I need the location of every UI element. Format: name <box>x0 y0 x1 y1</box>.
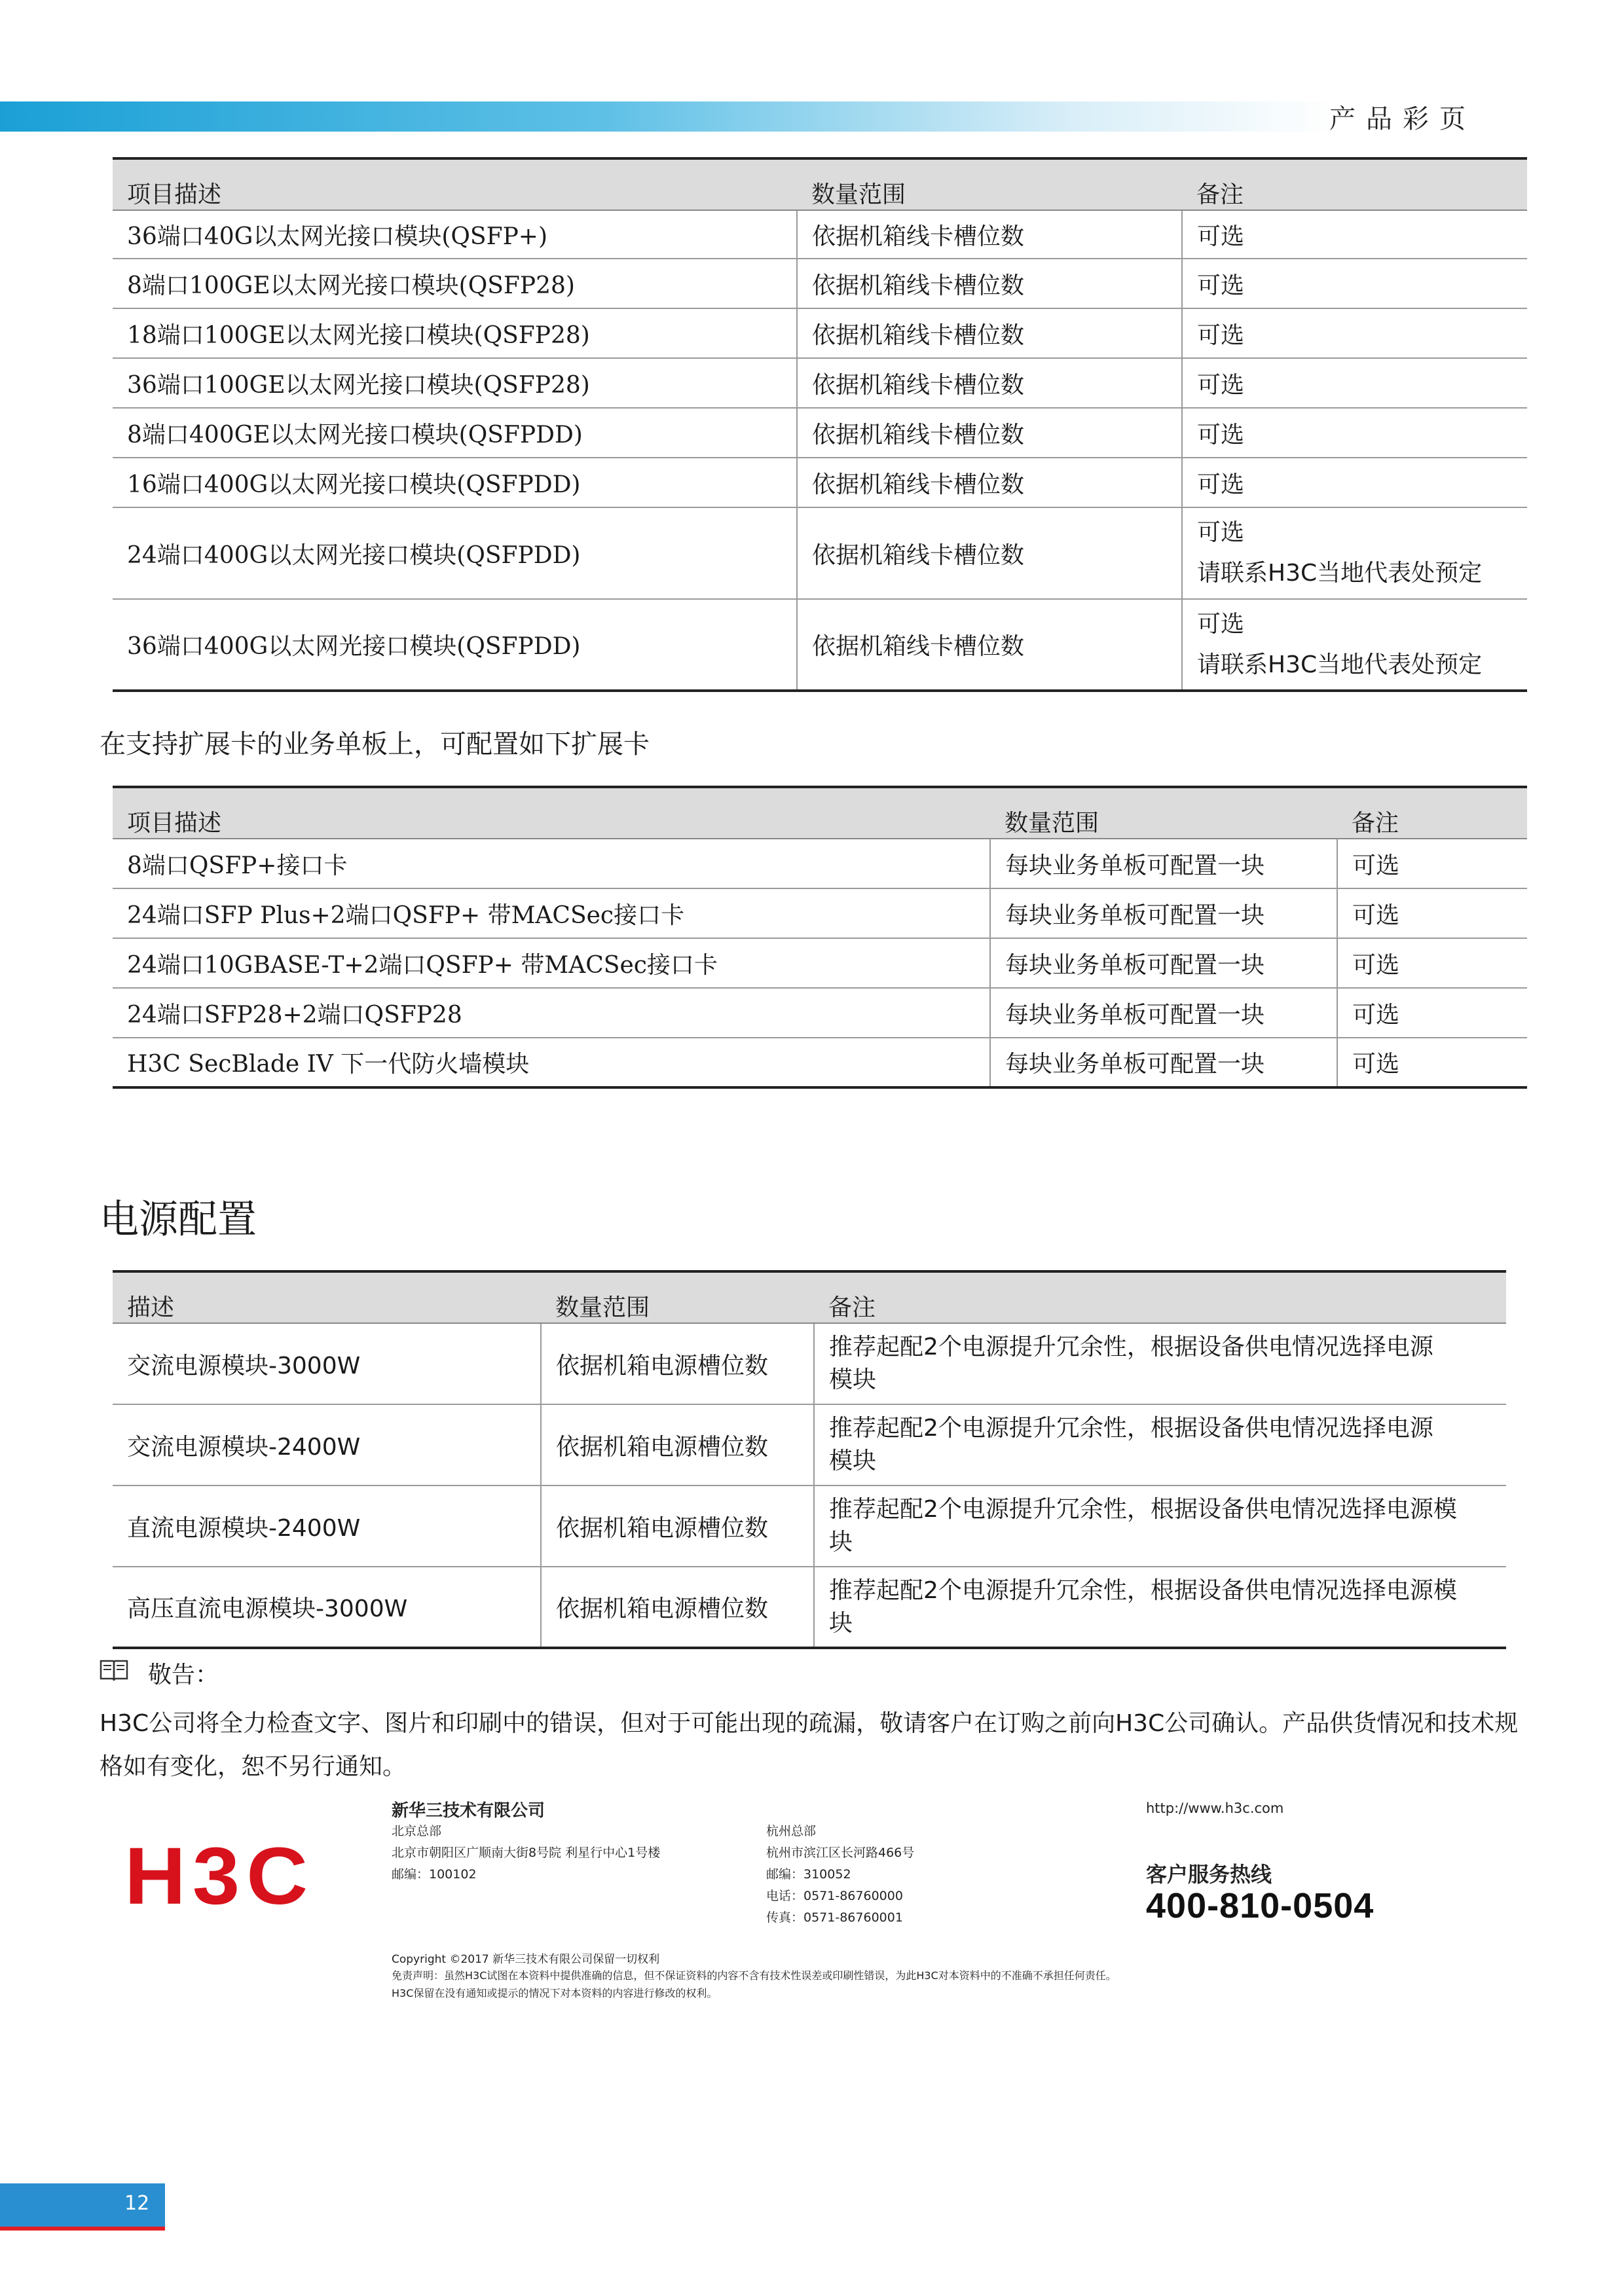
cell-note: 可选 <box>1337 1038 1527 1087</box>
table-header: 项目描述 <box>113 787 990 839</box>
cell-desc: 24端口10GBASE-T+2端口QSFP+ 带MACSec接口卡 <box>113 938 990 988</box>
table-row <box>113 839 1527 888</box>
table-row <box>113 1485 1506 1567</box>
note-line: 可选 <box>1197 519 1245 546</box>
table-row <box>113 888 1527 938</box>
cell-qty: 依据机箱线卡槽位数 <box>797 308 1182 358</box>
doc-label: 产品彩页 <box>1329 104 1476 134</box>
table-header-row <box>113 158 1527 210</box>
cell-desc: 8端口400GE以太网光接口模块(QSFPDD) <box>113 408 797 458</box>
table-header: 数量范围 <box>541 1271 814 1323</box>
cell-desc: 24端口SFP Plus+2端口QSFP+ 带MACSec接口卡 <box>113 888 990 938</box>
table-row <box>113 308 1527 358</box>
table-row <box>113 408 1527 458</box>
cell-desc: H3C SecBlade IV 下一代防火墙模块 <box>113 1038 990 1087</box>
table-header: 数量范围 <box>990 787 1337 839</box>
hotline-number: 400-810-0504 <box>1146 1886 1375 1925</box>
cell-qty: 依据机箱线卡槽位数 <box>797 210 1182 259</box>
table-row <box>113 988 1527 1038</box>
cell-note <box>814 1404 1506 1485</box>
cell-note: 可选 <box>1337 988 1527 1038</box>
table-header: 项目描述 <box>113 158 797 210</box>
expansion-subtitle: 在支持扩展卡的业务单板上，可配置如下扩展卡 <box>100 729 650 759</box>
copyright: Copyright ©2017 新华三技术有限公司保留一切权利 <box>392 1953 660 1966</box>
module-table <box>113 157 1527 692</box>
cell-note <box>1182 507 1527 599</box>
h3c-logo: H3C <box>124 1830 315 1922</box>
note-line: 可选 <box>1197 610 1245 638</box>
company-name: 新华三技术有限公司 <box>392 1801 545 1821</box>
cell-note: 可选 <box>1182 358 1527 408</box>
note-line: 块 <box>829 1529 853 1556</box>
cell-desc: 8端口QSFP+接口卡 <box>113 839 990 888</box>
table-row <box>113 210 1527 259</box>
cell-desc: 直流电源模块-2400W <box>113 1485 541 1567</box>
hangzhou-fax: 传真：0571-86760001 <box>766 1910 903 1925</box>
table-row <box>113 358 1527 408</box>
note-line: 模块 <box>829 1448 877 1474</box>
cell-note <box>814 1567 1506 1648</box>
table-header: 描述 <box>113 1271 541 1323</box>
cell-note <box>1182 599 1527 691</box>
cell-note: 可选 <box>1182 408 1527 458</box>
power-section-title: 电源配置 <box>100 1197 257 1243</box>
cell-note: 可选 <box>1337 839 1527 888</box>
hangzhou-address: 杭州市滨江区长河路466号 <box>766 1846 915 1860</box>
table-header: 备注 <box>814 1271 1506 1323</box>
cell-desc: 36端口400G以太网光接口模块(QSFPDD) <box>113 599 797 691</box>
notice-label: 敬告： <box>148 1662 219 1688</box>
cell-desc: 24端口SFP28+2端口QSFP28 <box>113 988 990 1038</box>
table-row <box>113 259 1527 308</box>
cell-qty: 依据机箱电源槽位数 <box>541 1567 814 1648</box>
cell-qty: 依据机箱线卡槽位数 <box>797 507 1182 599</box>
cell-note: 可选 <box>1337 938 1527 988</box>
cell-desc: 36端口100GE以太网光接口模块(QSFP28) <box>113 358 797 408</box>
note-line: 推荐起配2个电源提升冗余性，根据设备供电情况选择电源模 <box>829 1496 1457 1523</box>
hangzhou-postcode: 邮编：310052 <box>766 1867 851 1882</box>
table-row <box>113 458 1527 507</box>
beijing-address: 北京市朝阳区广顺南大街8号院 利星行中心1号楼 <box>392 1846 661 1860</box>
website-link[interactable]: http://www.h3c.com <box>1146 1800 1284 1816</box>
cell-note <box>814 1485 1506 1567</box>
table-header-row <box>113 1271 1506 1323</box>
cell-qty: 每块业务单板可配置一块 <box>990 839 1337 888</box>
disclaimer: H3C保留在没有通知或提示的情况下对本资料的内容进行修改的权利。 <box>392 1987 718 1999</box>
beijing-postcode: 邮编：100102 <box>392 1867 477 1882</box>
hangzhou-title: 杭州总部 <box>766 1824 817 1838</box>
power-table <box>113 1270 1506 1649</box>
cell-qty: 依据机箱线卡槽位数 <box>797 358 1182 408</box>
expansion-table <box>113 786 1527 1089</box>
header-gradient-bar <box>0 101 1336 132</box>
disclaimer: 免责声明：虽然H3C试图在本资料中提供准确的信息，但不保证资料的内容不含有技术性误差或印刷性错误，为此H3C对本资料中的不准确不承担任何责任。 <box>392 1969 1116 1982</box>
table-row <box>113 1038 1527 1087</box>
cell-qty: 依据机箱电源槽位数 <box>541 1323 814 1404</box>
cell-note: 可选 <box>1182 259 1527 308</box>
cell-desc: 交流电源模块-3000W <box>113 1323 541 1404</box>
note-line: 块 <box>829 1609 853 1637</box>
notice-header <box>100 1656 219 1690</box>
cell-note: 可选 <box>1182 458 1527 507</box>
table-header: 备注 <box>1182 158 1527 210</box>
cell-note <box>814 1323 1506 1404</box>
cell-qty: 依据机箱线卡槽位数 <box>797 599 1182 691</box>
table-row <box>113 507 1527 599</box>
cell-qty: 依据机箱线卡槽位数 <box>797 259 1182 308</box>
table-row <box>113 938 1527 988</box>
cell-qty: 每块业务单板可配置一块 <box>990 1038 1337 1087</box>
cell-desc: 交流电源模块-2400W <box>113 1404 541 1485</box>
note-line: 推荐起配2个电源提升冗余性，根据设备供电情况选择电源 <box>829 1415 1433 1442</box>
note-line: 推荐起配2个电源提升冗余性，根据设备供电情况选择电源模 <box>829 1576 1457 1604</box>
table-row <box>113 1404 1506 1485</box>
cell-qty: 每块业务单板可配置一块 <box>990 938 1337 988</box>
note-line: 模块 <box>829 1366 877 1393</box>
hangzhou-tel: 电话：0571-86760000 <box>766 1889 903 1903</box>
cell-qty: 依据机箱线卡槽位数 <box>797 458 1182 507</box>
cell-desc: 24端口400G以太网光接口模块(QSFPDD) <box>113 507 797 599</box>
cell-note: 可选 <box>1182 210 1527 259</box>
cell-qty: 每块业务单板可配置一块 <box>990 888 1337 938</box>
table-row <box>113 599 1527 691</box>
cell-note: 可选 <box>1337 888 1527 938</box>
cell-desc: 高压直流电源模块-3000W <box>113 1567 541 1648</box>
cell-qty: 依据机箱电源槽位数 <box>541 1485 814 1567</box>
table-header: 备注 <box>1337 787 1527 839</box>
cell-note: 可选 <box>1182 308 1527 358</box>
hotline-label: 客户服务热线 <box>1146 1862 1272 1887</box>
cell-qty: 依据机箱电源槽位数 <box>541 1404 814 1485</box>
cell-qty: 依据机箱线卡槽位数 <box>797 408 1182 458</box>
cell-desc: 36端口40G以太网光接口模块(QSFP+) <box>113 210 797 259</box>
cell-desc: 16端口400G以太网光接口模块(QSFPDD) <box>113 458 797 507</box>
table-row <box>113 1323 1506 1404</box>
table-row <box>113 1567 1506 1648</box>
notice-text: H3C公司将全力检查文字、图片和印刷中的错误，但对于可能出现的疏漏，敬请客户在订购之前向H3C公司确认。产品供货情况和技术规格如有变化，恕不另行通知。 <box>100 1710 1519 1780</box>
cell-desc: 18端口100GE以太网光接口模块(QSFP28) <box>113 308 797 358</box>
table-header: 数量范围 <box>797 158 1182 210</box>
note-line: 请联系H3C当地代表处预定 <box>1197 651 1483 678</box>
note-line: 推荐起配2个电源提升冗余性，根据设备供电情况选择电源 <box>829 1334 1433 1360</box>
cell-desc: 8端口100GE以太网光接口模块(QSFP28) <box>113 259 797 308</box>
table-header-row <box>113 787 1527 839</box>
book-icon <box>100 1658 128 1688</box>
note-line: 请联系H3C当地代表处预定 <box>1197 560 1483 587</box>
beijing-title: 北京总部 <box>392 1824 442 1838</box>
cell-qty: 每块业务单板可配置一块 <box>990 988 1337 1038</box>
page-number: 12 <box>124 2192 150 2215</box>
